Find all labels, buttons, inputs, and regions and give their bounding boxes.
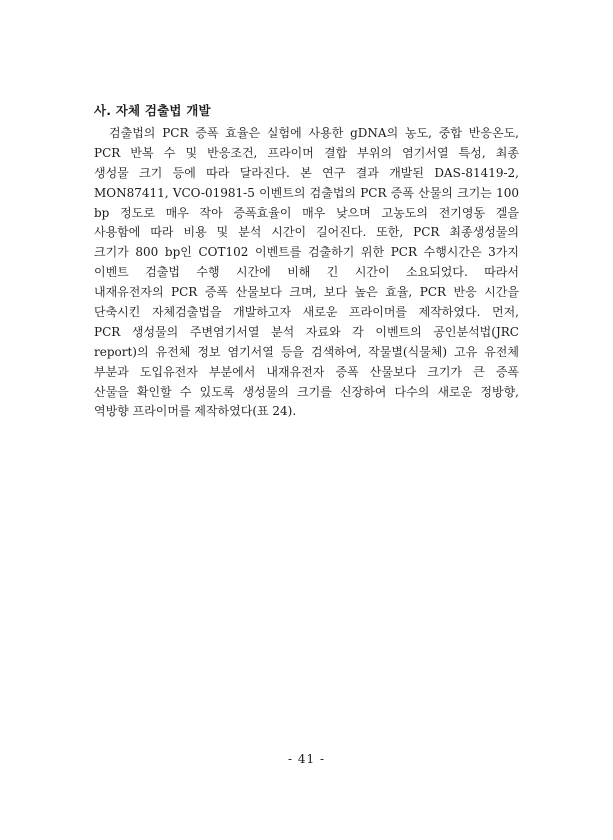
page-number: - 41 - (287, 752, 325, 766)
section-heading: 사. 자체 검출법 개발 (94, 103, 211, 118)
paragraph-line: PCR 생성물의 주변염기서열 분석 자료와 각 이벤트의 공인분석법(JRC (94, 324, 519, 339)
paragraph-line: bp 정도로 매우 작아 증폭효율이 매우 낮으며 고농도의 전기영동 겔을 (94, 205, 519, 220)
paragraph-line: PCR 반복 수 및 반응조건, 프라이머 결합 부위의 염기서열 특성, 최종 (94, 145, 519, 160)
paragraph-line: 단축시킨 자체검출법을 개발하고자 새로운 프라이머를 제작하였다. 먼저, (94, 305, 519, 320)
paragraph-line: 내재유전자의 PCR 증폭 산물보다 크며, 보다 높은 효율, PCR 반응 시간을 (94, 285, 519, 300)
paragraph-line: 부분과 도입유전자 부분에서 내재유전자 증폭 산물보다 크기가 큰 증폭 (94, 364, 519, 379)
paragraph-line: 산물을 확인할 수 있도록 생성물의 크기를 신장하여 다수의 새로운 정방향, (94, 384, 519, 399)
body-paragraph (94, 124, 519, 422)
paragraph-line: MON87411, VCO-01981-5 이벤트의 검출법의 PCR 증폭 산물의 크기는 100 (94, 185, 519, 200)
paragraph-line: 크기가 800 bp인 COT102 이벤트를 검출하기 위한 PCR 수행시간은 3가지 (94, 245, 519, 260)
paragraph-line: report)의 유전체 정보 염기서열 등을 검색하여, 작물별(식물체) 고유 유전체 (94, 344, 519, 359)
paragraph-line: 이벤트 검출법 수행 시간에 비해 긴 시간이 소요되었다. 따라서 (94, 265, 519, 280)
paragraph-line: 사용함에 따라 비용 및 분석 시간이 길어진다. 또한, PCR 최종생성물의 (94, 225, 519, 240)
paragraph-line: 생성물 크기 등에 따라 달라진다. 본 연구 결과 개발된 DAS-81419-2, (94, 165, 519, 180)
paragraph-line: 검출법의 PCR 증폭 효율은 실험에 사용한 gDNA의 농도, 중합 반응온도, (94, 126, 519, 140)
paragraph-line: 역방향 프라이머를 제작하였다(표 24). (94, 404, 297, 419)
